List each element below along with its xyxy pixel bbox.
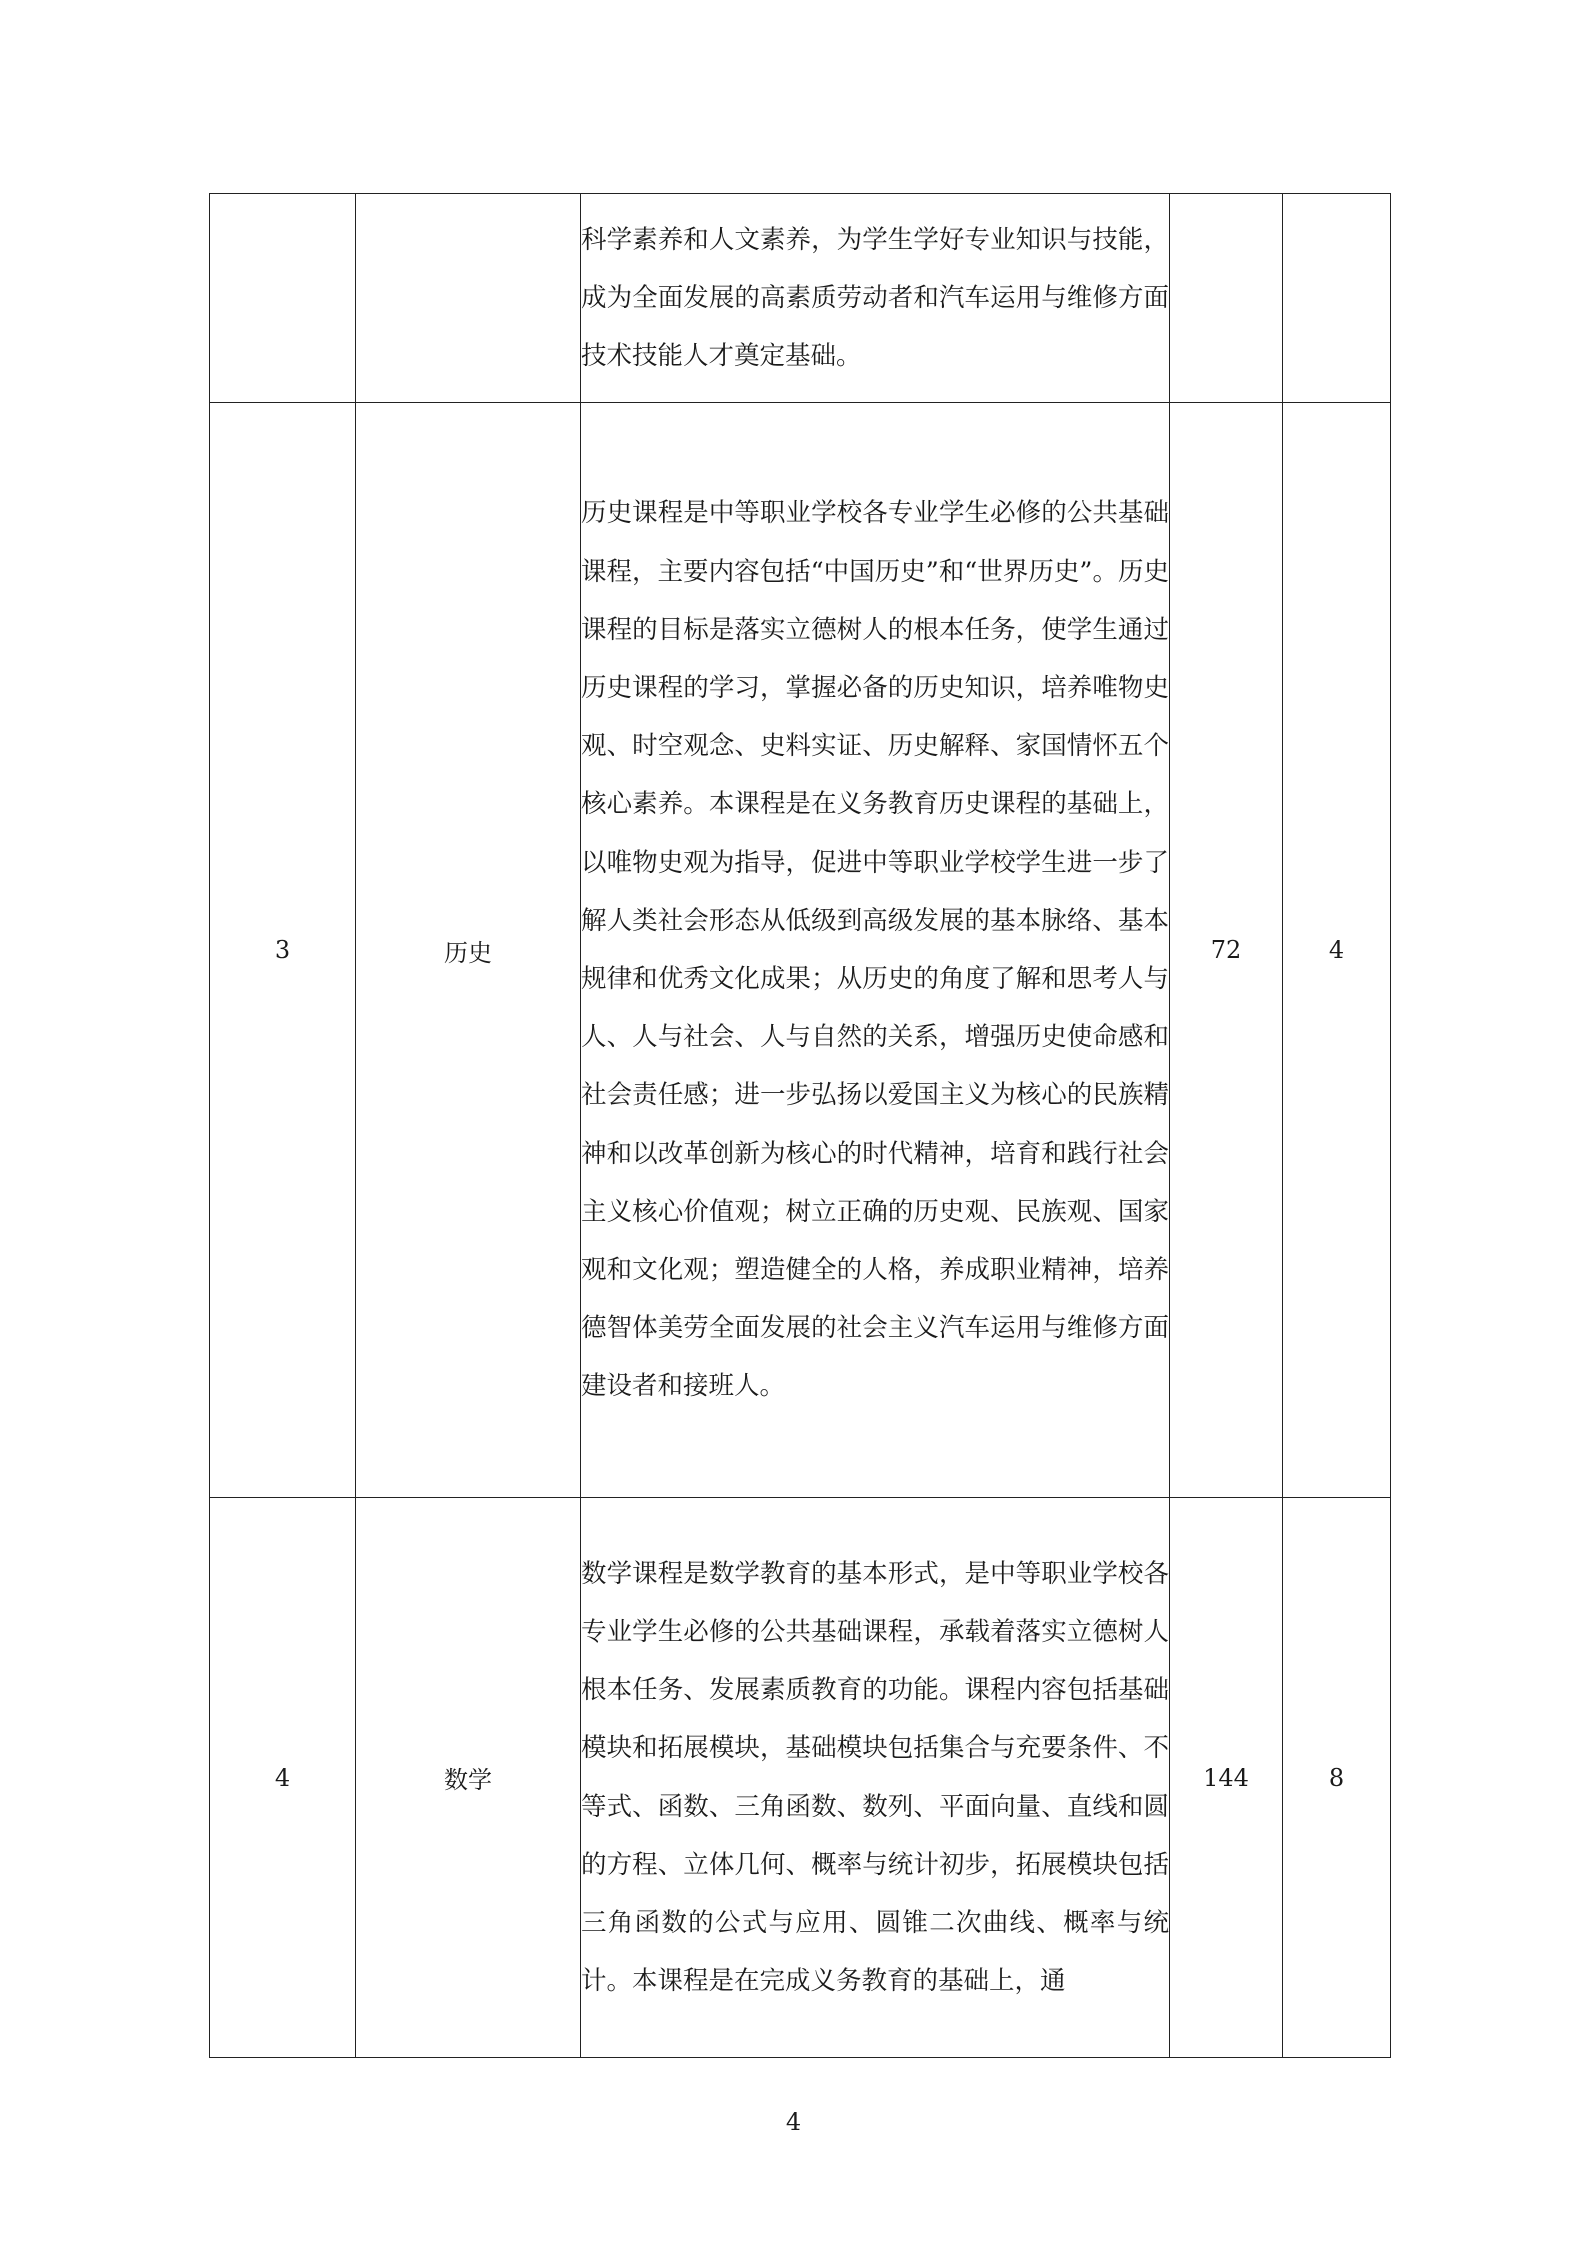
course-credit-cell: 4 xyxy=(1283,403,1391,1498)
course-description-cell: 数学课程是数学教育的基本形式，是中等职业学校各专业学生必修的公共基础课程，承载着落实立德树人根本任务、发展素质教育的功能。课程内容包括基础模块和拓展模块，基础模块包括集合与充要条件、不等式、函数、三角函数、数列、平面向量、直线和圆的方程、立体几何、概率与统计初步，拓展模块包括三角函数的公式与应用、圆锥二次曲线、概率与统计。本课程是在完成义务教育的基础上，通 xyxy=(581,1498,1170,2058)
course-table xyxy=(209,193,1391,2058)
course-credit-cell: 8 xyxy=(1283,1498,1391,2058)
course-hours-cell xyxy=(1170,194,1283,403)
course-name-cell: 数学 xyxy=(356,1498,581,2058)
course-number-cell: 3 xyxy=(210,403,356,1498)
page-number: 4 xyxy=(785,2108,802,2136)
table-row xyxy=(210,403,1391,1498)
course-credit-cell xyxy=(1283,194,1391,403)
course-hours-cell: 144 xyxy=(1170,1498,1283,2058)
course-description-cell: 科学素养和人文素养，为学生学好专业知识与技能，成为全面发展的高素质劳动者和汽车运用与维修方面技术技能人才奠定基础。 xyxy=(581,194,1170,403)
course-name-cell: 历史 xyxy=(356,403,581,1498)
table-row xyxy=(210,1498,1391,2058)
course-number-cell xyxy=(210,194,356,403)
course-name-cell xyxy=(356,194,581,403)
course-hours-cell: 72 xyxy=(1170,403,1283,1498)
course-number-cell: 4 xyxy=(210,1498,356,2058)
table-row xyxy=(210,194,1391,403)
course-description-cell: 历史课程是中等职业学校各专业学生必修的公共基础课程，主要内容包括“中国历史”和“世界历史”。历史课程的目标是落实立德树人的根本任务，使学生通过历史课程的学习，掌握必备的历史知识，培养唯物史观、时空观念、史料实证、历史解释、家国情怀五个核心素养。本课程是在义务教育历史课程的基础上，以唯物史观为指导，促进中等职业学校学生进一步了解人类社会形态从低级到高级发展的基本脉络、基本规律和优秀文化成果；从历史的角度了解和思考人与人、人与社会、人与自然的关系，增强历史使命感和社会责任感；进一步弘扬以爱国主义为核心的民族精神和以改革创新为核心的时代精神，培育和践行社会主义核心价值观；树立正确的历史观、民族观、国家观和文化观；塑造健全的人格，养成职业精神，培养德智体美劳全面发展的社会主义汽车运用与维修方面建设者和接班人。 xyxy=(581,403,1170,1498)
